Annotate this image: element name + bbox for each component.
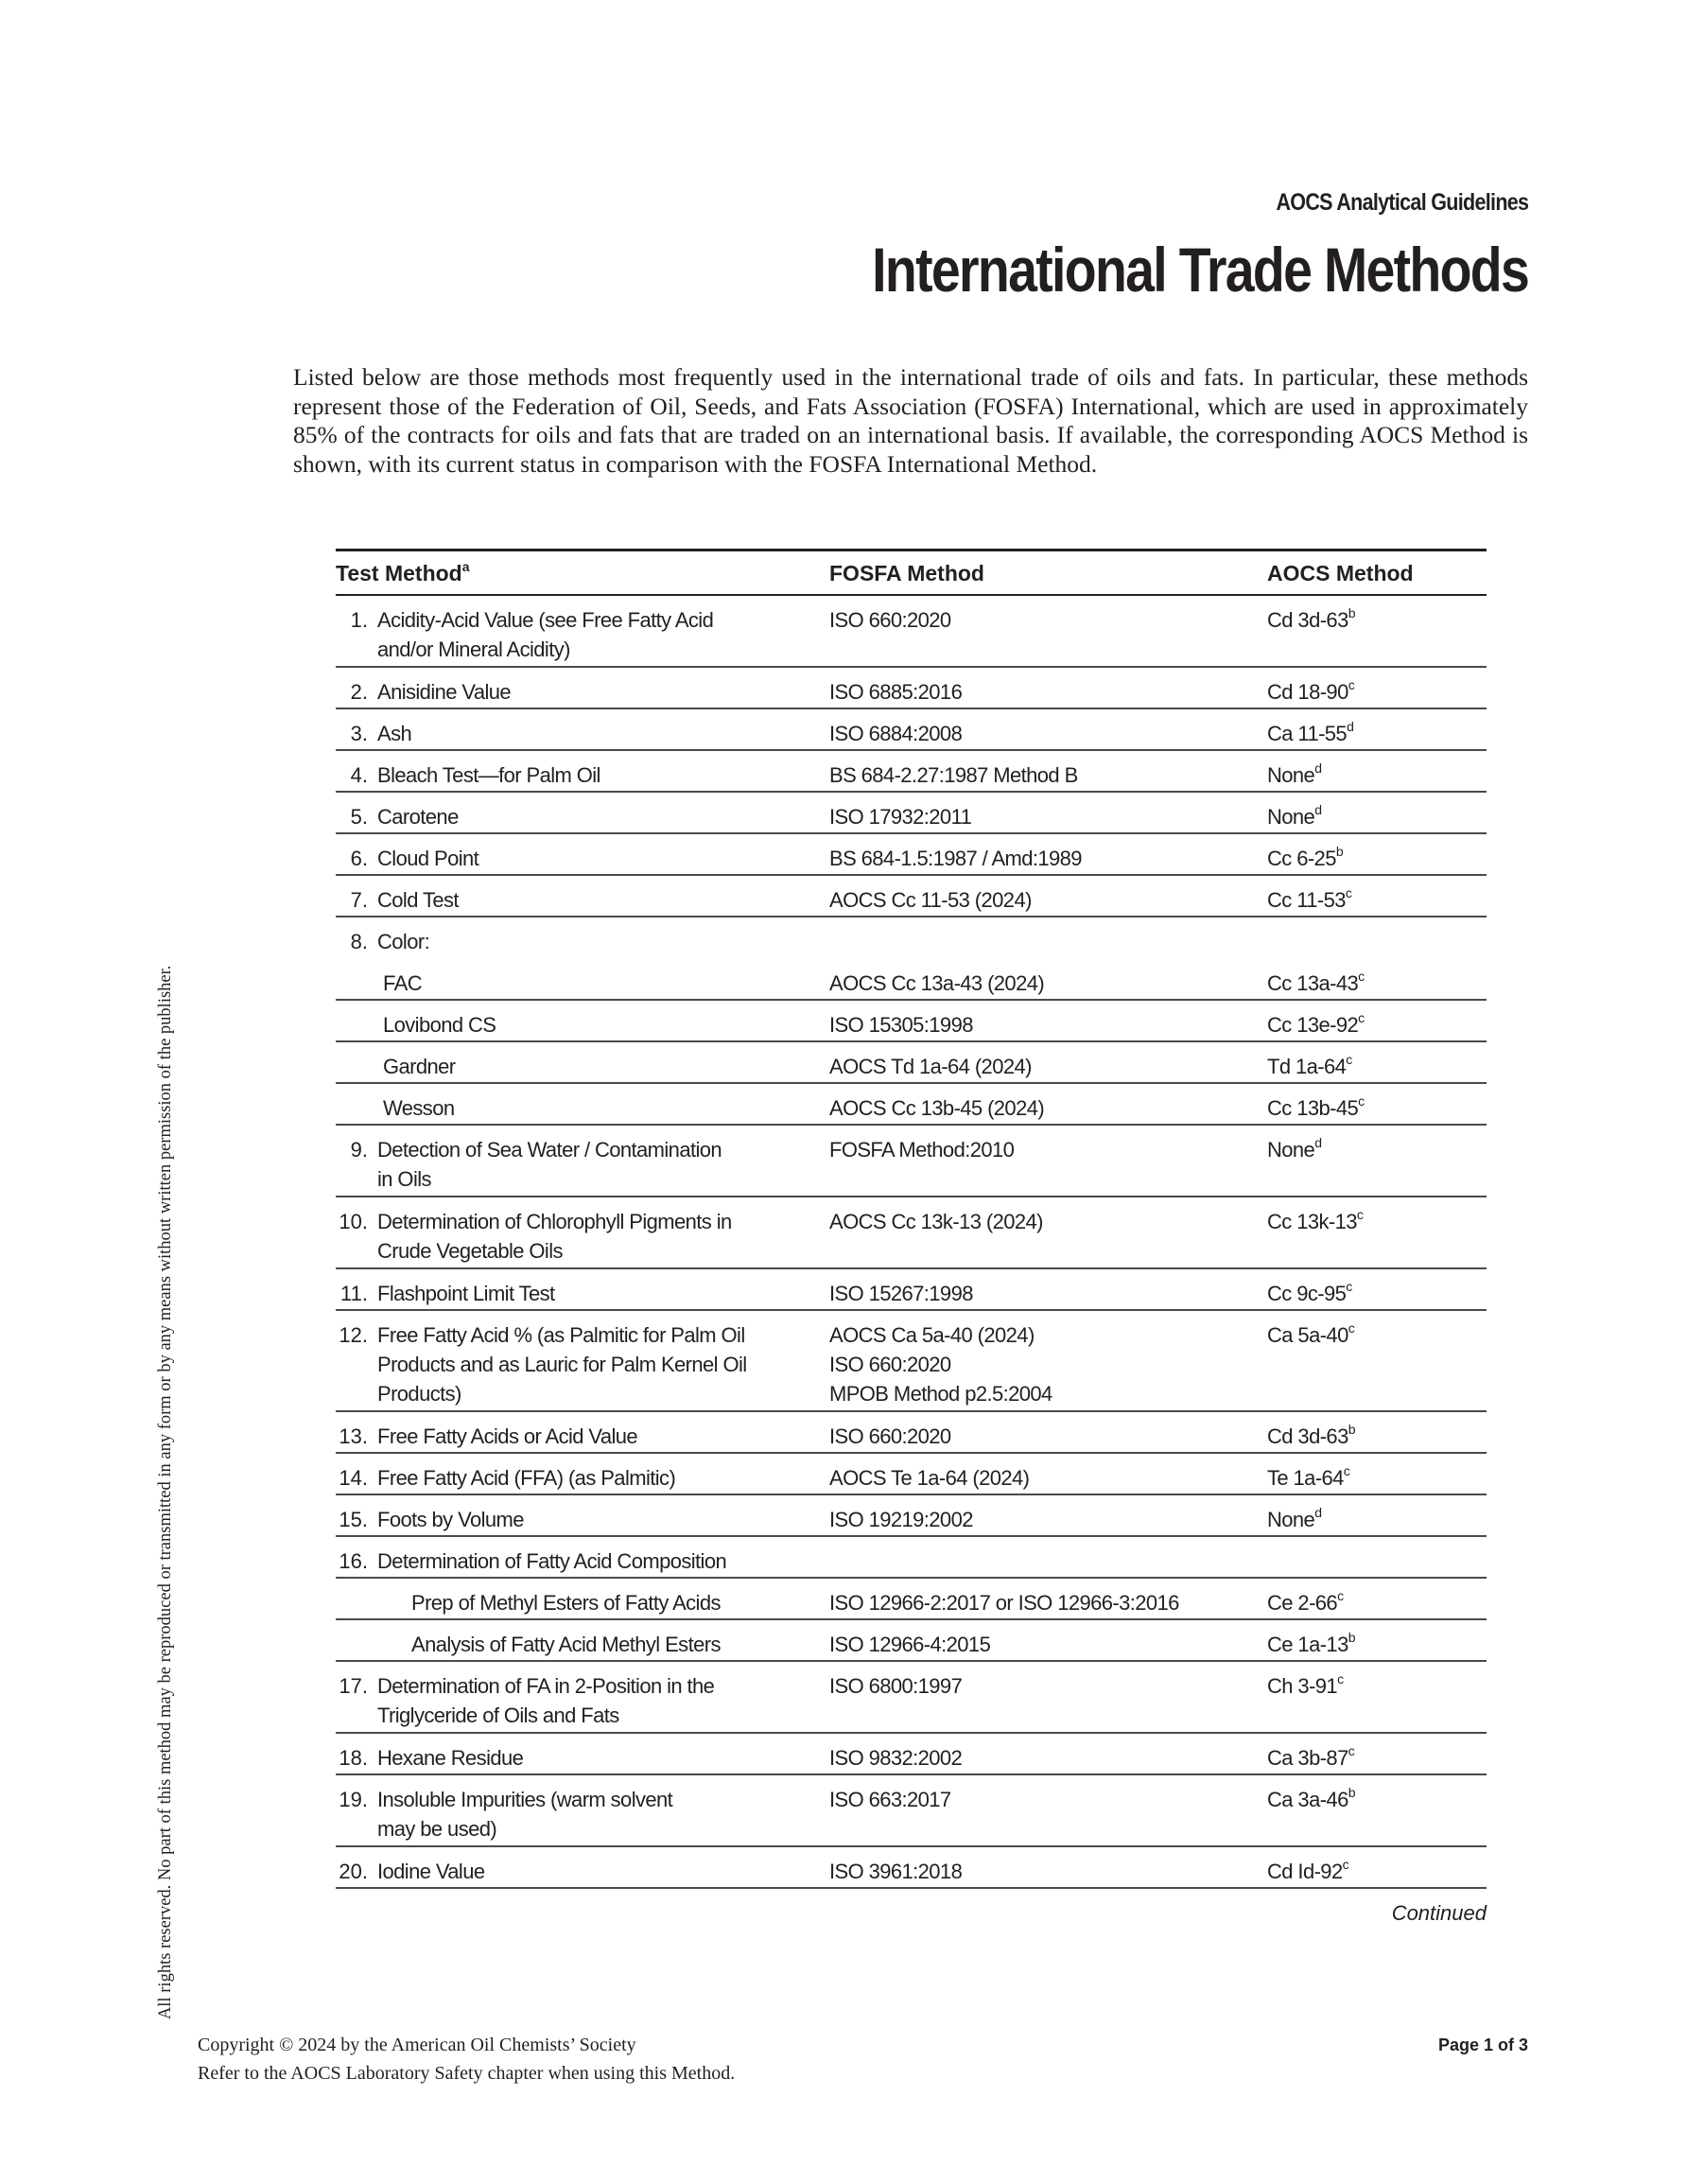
footnote-marker: c [1337, 1588, 1344, 1603]
methods-table [336, 549, 1487, 1889]
test-method-text: Products) [377, 1382, 461, 1406]
fosfa-method-text: BS 684-2.27:1987 Method B [829, 763, 1078, 787]
table-row [336, 793, 1487, 834]
fosfa-method-cell [829, 1320, 1052, 1408]
aocs-method-cell [1267, 1207, 1363, 1236]
aocs-method-cell [1267, 605, 1355, 635]
test-method-text: Prep of Methyl Esters of Fatty Acids [411, 1591, 721, 1615]
test-method-text: and/or Mineral Acidity) [377, 638, 570, 661]
fosfa-method-text: MPOB Method p2.5:2004 [829, 1382, 1052, 1406]
table-row [336, 1662, 1487, 1734]
fosfa-method-cell [829, 677, 962, 707]
table-row [336, 1412, 1487, 1454]
test-method-text: Crude Vegetable Oils [377, 1239, 563, 1263]
aocs-method-text: Cc 11-53 [1267, 888, 1346, 912]
page-number: Page 1 of 3 [1437, 2035, 1528, 2054]
item-number: 14. [339, 1466, 368, 1490]
aocs-method-cell [1267, 885, 1351, 915]
aocs-method-text: Ce 2-66 [1267, 1591, 1338, 1615]
test-method-text: may be used) [377, 1817, 497, 1841]
test-method-text: Lovibond CS [383, 1013, 496, 1037]
aocs-method-text: Cd 18-90 [1267, 680, 1348, 704]
test-method-text: Cold Test [377, 888, 459, 912]
aocs-method-cell [1267, 1671, 1343, 1701]
aocs-method-cell [1267, 1422, 1355, 1451]
aocs-method-text: Te 1a-64 [1267, 1466, 1344, 1490]
aocs-method-cell [1267, 1093, 1365, 1123]
item-number: 12. [339, 1323, 368, 1347]
test-method-text: in Oils [377, 1167, 431, 1191]
item-number: 2. [350, 680, 368, 704]
table-row [336, 959, 1487, 1001]
footnote-marker: d [1314, 802, 1322, 817]
fosfa-method-cell [829, 1785, 951, 1814]
test-method-text: Free Fatty Acid % (as Palmitic for Palm Oil [377, 1323, 745, 1347]
aocs-method-cell [1267, 1588, 1343, 1617]
test-method-text: Carotene [377, 805, 459, 829]
fosfa-method-cell [829, 1463, 1029, 1493]
footnote-marker: c [1346, 1052, 1352, 1067]
fosfa-method-cell [829, 802, 971, 831]
header-fosfa-method: FOSFA Method [829, 561, 984, 585]
item-number: 1. [350, 608, 368, 632]
footnote-marker: b [1348, 605, 1355, 620]
test-method-text: Foots by Volume [377, 1508, 524, 1531]
footnote-marker: c [1358, 1093, 1365, 1109]
fosfa-method-cell [829, 1422, 951, 1451]
rights-notice: All rights reserved. No part of this method may be reproduced or transmitted in any form or by any means without written permission of the publisher. [156, 965, 175, 2019]
aocs-method-cell [1267, 802, 1321, 831]
footnote-marker: b [1348, 1630, 1355, 1645]
test-method-text: Color: [377, 930, 430, 953]
footnote-marker: c [1342, 1857, 1348, 1872]
fosfa-method-cell [829, 1505, 973, 1534]
test-method-text: Determination of Chlorophyll Pigments in [377, 1210, 732, 1233]
header-footnote-a: a [461, 559, 470, 574]
fosfa-method-cell [829, 605, 951, 635]
intro-paragraph: Listed below are those methods most frequently used in the international trade of oils and fats. In particular, these methods represent those of the Federation of Oil, Seeds, and Fats Association (FOSFA) International, which are used in approximately 85% of the contracts for oils and fats that are traded on an international basis. If available, the corresponding AOCS Method is shown, with its current status in comparison with the FOSFA International Method. [293, 363, 1528, 478]
fosfa-method-text: ISO 17932:2011 [829, 805, 972, 829]
fosfa-method-text: AOCS Cc 13k-13 (2024) [829, 1210, 1043, 1233]
aocs-method-text: Ca 3a-46 [1267, 1788, 1348, 1811]
footnote-marker: c [1337, 1671, 1344, 1686]
fosfa-method-text: ISO 6885:2016 [829, 680, 963, 704]
aocs-method-text: Ca 3b-87 [1267, 1746, 1348, 1770]
test-method-text: Products and as Lauric for Palm Kernel Oil [377, 1353, 747, 1376]
table-row [336, 1042, 1487, 1084]
footnote-marker: d [1347, 719, 1354, 734]
aocs-method-text: None [1267, 1138, 1315, 1162]
table-body [336, 596, 1487, 1889]
table-row [336, 1734, 1487, 1775]
fosfa-method-text: AOCS Cc 13a-43 (2024) [829, 971, 1045, 995]
item-number: 4. [350, 763, 368, 787]
test-method-text: Anisidine Value [377, 680, 512, 704]
aocs-method-cell [1267, 1743, 1354, 1773]
test-method-text: Ash [377, 722, 412, 745]
fosfa-method-text: ISO 6800:1997 [829, 1674, 963, 1698]
fosfa-method-text: ISO 9832:2002 [829, 1746, 963, 1770]
footnote-marker: d [1314, 1505, 1322, 1520]
fosfa-method-cell [829, 1671, 962, 1701]
aocs-method-cell [1267, 844, 1343, 873]
test-method-text: Triglyceride of Oils and Fats [377, 1704, 619, 1727]
aocs-method-cell [1267, 1463, 1349, 1493]
test-method-text: Determination of Fatty Acid Composition [377, 1549, 727, 1573]
fosfa-method-cell [829, 760, 1078, 790]
fosfa-method-text: ISO 660:2020 [829, 608, 951, 632]
header-test-method-label: Test Method [336, 561, 462, 585]
aocs-method-text: Cc 13k-13 [1267, 1210, 1357, 1233]
fosfa-method-cell [829, 1207, 1043, 1236]
table-row [336, 1084, 1487, 1126]
table-row [336, 1454, 1487, 1495]
fosfa-method-text: AOCS Te 1a-64 (2024) [829, 1466, 1030, 1490]
table-row [336, 1537, 1487, 1579]
aocs-method-cell [1267, 1052, 1352, 1081]
footer-copyright: Copyright © 2024 by the American Oil Chemists’ Society [198, 2035, 636, 2055]
item-number: 6. [350, 847, 368, 870]
fosfa-method-text: ISO 3961:2018 [829, 1860, 963, 1883]
aocs-method-cell [1267, 760, 1321, 790]
fosfa-method-cell [829, 1588, 1179, 1617]
table-row [336, 596, 1487, 668]
table-row [336, 709, 1487, 751]
aocs-method-text: Ca 5a-40 [1267, 1323, 1348, 1347]
table-row [336, 1269, 1487, 1311]
footnote-marker: b [1335, 844, 1344, 859]
aocs-method-text: Cd Id-92 [1267, 1860, 1343, 1883]
table-row [336, 917, 1487, 959]
aocs-method-cell [1267, 1010, 1365, 1040]
item-number: 9. [350, 1138, 368, 1162]
aocs-method-cell [1267, 1320, 1354, 1350]
fosfa-method-text: ISO 12966-2:2017 or ISO 12966-3:2016 [829, 1591, 1179, 1615]
fosfa-method-text: ISO 12966-4:2015 [829, 1633, 991, 1656]
table-row [336, 1775, 1487, 1847]
page-title: International Trade Methods [872, 235, 1528, 305]
item-number: 18. [339, 1746, 368, 1770]
aocs-method-text: Cc 9c-95 [1267, 1282, 1347, 1305]
fosfa-method-text: ISO 660:2020 [829, 1353, 951, 1376]
table-row [336, 1579, 1487, 1620]
header-test-method [336, 559, 470, 588]
item-number: 10. [339, 1210, 368, 1233]
table-row [336, 876, 1487, 917]
fosfa-method-cell [829, 1857, 962, 1886]
header-aocs-method: AOCS Method [1267, 561, 1414, 585]
footnote-marker: b [1348, 1422, 1355, 1437]
fosfa-method-cell [829, 885, 1032, 915]
fosfa-method-cell [829, 1135, 1014, 1164]
item-number: 15. [339, 1508, 368, 1531]
aocs-method-text: Cc 6-25 [1267, 847, 1336, 870]
series-label: AOCS Analytical Guidelines [1276, 189, 1528, 216]
aocs-method-cell [1267, 1630, 1355, 1659]
footer-safety-note: Refer to the AOCS Laboratory Safety chapter when using this Method. [198, 2063, 736, 2084]
fosfa-method-cell [829, 1743, 962, 1773]
fosfa-method-text: BS 684-1.5:1987 / Amd:1989 [829, 847, 1082, 870]
aocs-method-text: None [1267, 763, 1315, 787]
footnote-marker: c [1356, 1207, 1364, 1222]
aocs-method-text: None [1267, 1508, 1315, 1531]
item-number: 20. [339, 1860, 368, 1883]
fosfa-method-text: AOCS Cc 11-53 (2024) [829, 888, 1032, 912]
aocs-method-text: Ca 11-55 [1267, 722, 1348, 745]
item-number: 8. [350, 930, 368, 953]
table-row [336, 1620, 1487, 1662]
fosfa-method-text: ISO 15305:1998 [829, 1013, 973, 1037]
fosfa-method-text: AOCS Cc 13b-45 (2024) [829, 1096, 1045, 1120]
fosfa-method-cell [829, 1052, 1032, 1081]
table-row [336, 1847, 1487, 1889]
aocs-method-text: Ch 3-91 [1267, 1674, 1338, 1698]
footnote-marker: c [1358, 1010, 1365, 1025]
aocs-method-cell [1267, 1135, 1321, 1164]
aocs-method-text: Td 1a-64 [1267, 1055, 1347, 1078]
test-method-text: Determination of FA in 2-Position in the [377, 1674, 715, 1698]
aocs-method-cell [1267, 677, 1354, 707]
fosfa-method-text: ISO 15267:1998 [829, 1282, 973, 1305]
fosfa-method-cell [829, 1093, 1044, 1123]
fosfa-method-text: AOCS Ca 5a-40 (2024) [829, 1323, 1035, 1347]
item-number: 19. [339, 1788, 368, 1811]
test-method-text: Cloud Point [377, 847, 479, 870]
test-method-text: Free Fatty Acid (FFA) (as Palmitic) [377, 1466, 676, 1490]
footnote-marker: c [1348, 1320, 1355, 1336]
table-row [336, 834, 1487, 876]
table-row [336, 668, 1487, 709]
aocs-method-cell [1267, 1505, 1321, 1534]
test-method-text: Bleach Test—for Palm Oil [377, 763, 600, 787]
aocs-method-text: Cd 3d-63 [1267, 1424, 1348, 1448]
item-number: 13. [339, 1424, 368, 1448]
fosfa-method-cell [829, 844, 1082, 873]
fosfa-method-cell [829, 1279, 973, 1308]
fosfa-method-cell [829, 1010, 973, 1040]
test-method-text: Analysis of Fatty Acid Methyl Esters [411, 1633, 721, 1656]
aocs-method-text: Cc 13e-92 [1267, 1013, 1359, 1037]
continued-label: Continued [1391, 1901, 1487, 1925]
fosfa-method-text: ISO 663:2017 [829, 1788, 951, 1811]
aocs-method-text: Cc 13b-45 [1267, 1096, 1359, 1120]
fosfa-method-cell [829, 1630, 990, 1659]
item-number: 7. [350, 888, 368, 912]
footnote-marker: b [1348, 1785, 1355, 1800]
footnote-marker: c [1348, 1743, 1355, 1758]
fosfa-method-text: FOSFA Method:2010 [829, 1138, 1015, 1162]
footnote-marker: c [1343, 1463, 1350, 1478]
aocs-method-cell [1267, 719, 1353, 748]
test-method-text: FAC [383, 971, 422, 995]
footnote-marker: d [1314, 760, 1322, 776]
table-row [336, 1197, 1487, 1269]
table-row [336, 1495, 1487, 1537]
test-method-text: Detection of Sea Water / Contamination [377, 1138, 722, 1162]
aocs-method-cell [1267, 1279, 1352, 1308]
footnote-marker: d [1314, 1135, 1322, 1150]
table-row [336, 1311, 1487, 1412]
test-method-text: Acidity-Acid Value (see Free Fatty Acid [377, 608, 714, 632]
test-method-text: Flashpoint Limit Test [377, 1282, 555, 1305]
item-number: 3. [350, 722, 368, 745]
fosfa-method-cell [829, 969, 1044, 998]
test-method-text: Hexane Residue [377, 1746, 524, 1770]
aocs-method-cell [1267, 1785, 1355, 1814]
aocs-method-cell [1267, 969, 1365, 998]
fosfa-method-text: AOCS Td 1a-64 (2024) [829, 1055, 1032, 1078]
item-number: 16. [339, 1549, 368, 1573]
item-number: 5. [350, 805, 368, 829]
test-method-text: Gardner [383, 1055, 456, 1078]
aocs-method-cell [1267, 1857, 1348, 1886]
test-method-text: Insoluble Impurities (warm solvent [377, 1788, 673, 1811]
fosfa-method-text: ISO 19219:2002 [829, 1508, 973, 1531]
footnote-marker: c [1358, 969, 1365, 984]
table-header-row [336, 551, 1487, 596]
footnote-marker: c [1348, 677, 1355, 692]
table-row [336, 1001, 1487, 1042]
item-number: 11. [340, 1282, 368, 1305]
footnote-marker: c [1345, 885, 1352, 900]
aocs-method-text: None [1267, 805, 1315, 829]
item-number: 17. [339, 1674, 368, 1698]
fosfa-method-cell [829, 719, 962, 748]
test-method-text: Iodine Value [377, 1860, 485, 1883]
aocs-method-text: Ce 1a-13 [1267, 1633, 1348, 1656]
test-method-text: Wesson [383, 1096, 455, 1120]
table-row [336, 1126, 1487, 1197]
fosfa-method-text: ISO 6884:2008 [829, 722, 963, 745]
test-method-text: Free Fatty Acids or Acid Value [377, 1424, 638, 1448]
table-row [336, 751, 1487, 793]
fosfa-method-text: ISO 660:2020 [829, 1424, 951, 1448]
aocs-method-text: Cd 3d-63 [1267, 608, 1348, 632]
aocs-method-text: Cc 13a-43 [1267, 971, 1359, 995]
footnote-marker: c [1346, 1279, 1352, 1294]
